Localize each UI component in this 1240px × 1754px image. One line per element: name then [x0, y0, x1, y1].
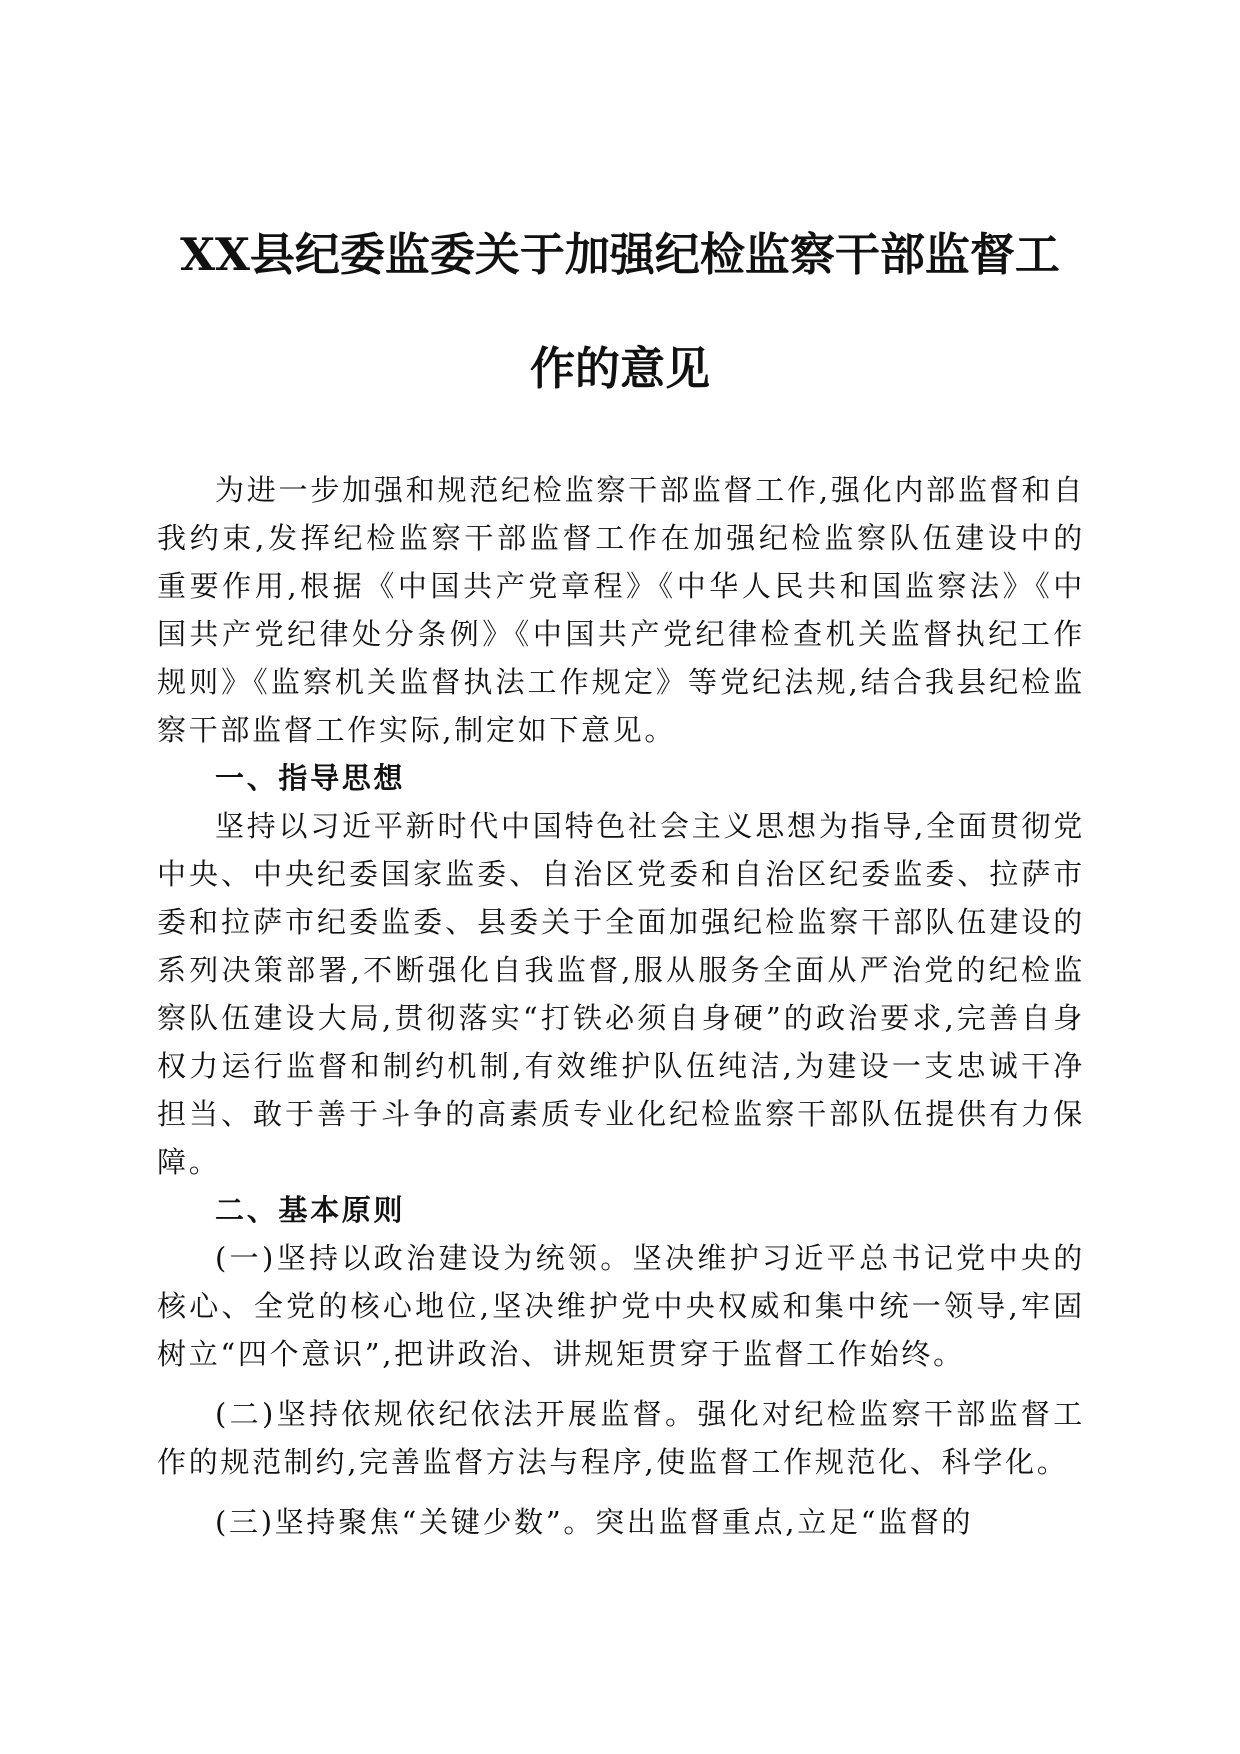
principle-item-1: (一)坚持以政治建设为统领。坚决维护习近平总书记党中央的核心、全党的核心地位,坚决维护党中央权威和集中统一领导,牢固树立“四个意识”,把讲政治、讲规矩贯穿于监督工作始终。: [157, 1241, 1085, 1371]
section-heading-basic-principles: 二、基本原则: [215, 1193, 406, 1227]
section-heading-guiding-ideology: 一、指导思想: [215, 761, 406, 795]
intro-paragraph: 为进一步加强和规范纪检监察干部监督工作,强化内部监督和自我约束,发挥纪检监察干部监督工作在加强纪检监察队伍建设中的重要作用,根据《中国共产党章程》《中华人民共和国监察法》《中国共产党纪律处分条例》《中国共产党纪律检查机关监督执纪工作规则》《监察机关监督执法工作规定》等党纪法规,结合我县纪检监察干部监督工作实际,制定如下意见。: [157, 473, 1085, 747]
document-body: [157, 466, 1085, 1546]
document-title-line-1: XX县纪委监委关于加强纪检监察干部监督工: [180, 228, 1060, 281]
principle-item-2: (二)坚持依规依纪依法开展监督。强化对纪检监察干部监督工作的规范制约,完善监督方法与程序,使监督工作规范化、科学化。: [157, 1397, 1085, 1479]
guiding-ideology-paragraph: 坚持以习近平新时代中国特色社会主义思想为指导,全面贯彻党中央、中央纪委国家监委、自治区党委和自治区纪委监委、拉萨市委和拉萨市纪委监委、县委关于全面加强纪检监察干部队伍建设的系列决策部署,不断强化自我监督,服从服务全面从严治党的纪检监察队伍建设大局,贯彻落实“打铁必须自身硬”的政治要求,完善自身权力运行监督和制约机制,有效维护队伍纯洁,为建设一支忠诚干净担当、敢于善于斗争的高素质专业化纪检监察干部队伍提供有力保障。: [157, 809, 1085, 1179]
document-title-line-2: 作的意见: [529, 342, 710, 395]
principle-item-3: (三)坚持聚焦“关键少数”。突出监督重点,立足“监督的: [215, 1505, 974, 1539]
